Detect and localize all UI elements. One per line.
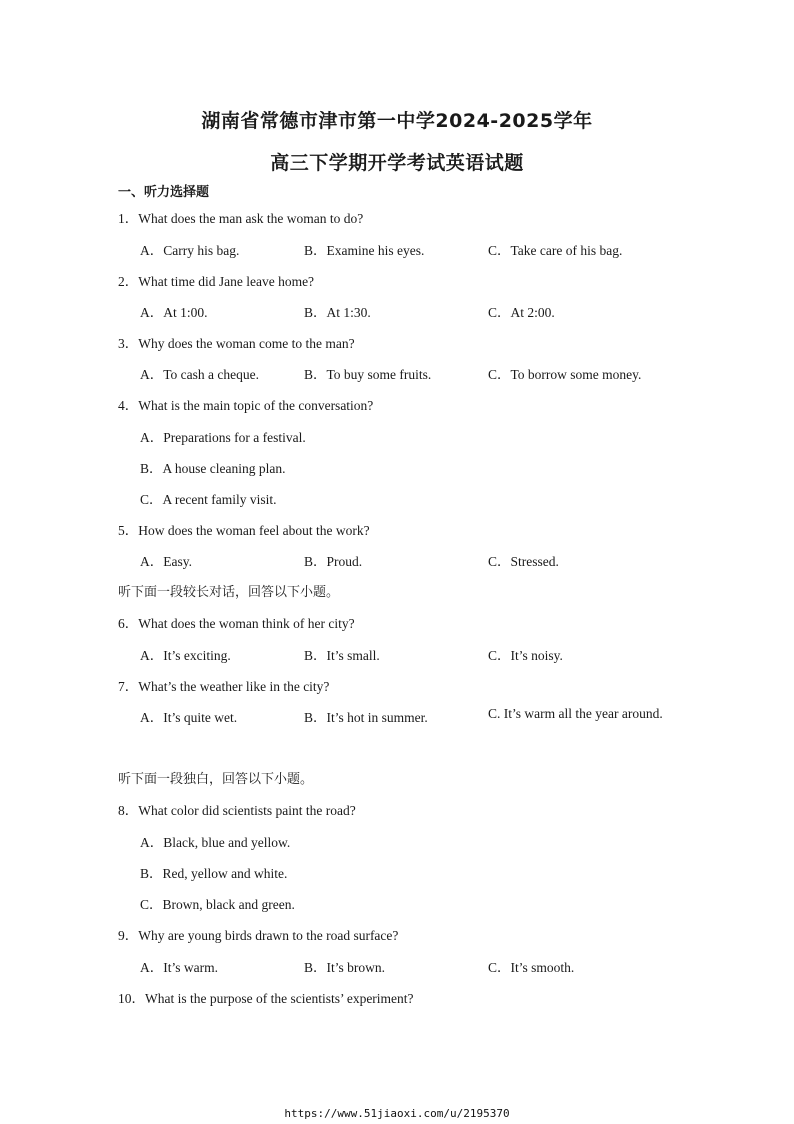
question-3: 3．Why does the woman come to the man? (118, 336, 355, 351)
q8-option-c: C．Brown, black and green. (140, 897, 295, 912)
question-10: 10．What is the purpose of the scientists’ experiment? (118, 991, 414, 1006)
question-2: 2．What time did Jane leave home? (118, 274, 315, 289)
question-5: 5．How does the woman feel about the work? (118, 523, 370, 538)
question-1: 1．What does the man ask the woman to do? (118, 211, 364, 226)
q4-option-c: C．A recent family visit. (140, 492, 277, 507)
q1-option-c: C．Take care of his bag. (488, 243, 623, 258)
question-7: 7．What’s the weather like in the city? (118, 679, 330, 694)
q9-option-c: C．It’s smooth. (488, 960, 575, 975)
question-4: 4．What is the main topic of the conversation? (118, 398, 374, 413)
q9-option-a: A．It’s warm. (140, 960, 218, 975)
question-6: 6．What does the woman think of her city? (118, 616, 355, 631)
q5-option-b: B．Proud. (304, 554, 363, 569)
q7-option-c: C. It’s warm all the year around. (488, 706, 663, 721)
instruction-long-dialogue: 听下面一段较长对话，回答以下小题。 (118, 585, 340, 600)
q6-option-c: C．It’s noisy. (488, 648, 563, 663)
q8-option-a: A．Black, blue and yellow. (140, 835, 291, 850)
footer-url[interactable]: https://www.51jiaoxi.com/u/2195370 (284, 1107, 510, 1120)
q9-option-b: B．It’s brown. (304, 960, 385, 975)
q1-option-b: B．Examine his eyes. (304, 243, 425, 258)
q2-option-a: A．At 1:00. (140, 305, 208, 320)
q4-option-a: A．Preparations for a festival. (140, 430, 306, 445)
q3-option-a: A．To cash a cheque. (140, 367, 260, 382)
q3-option-b: B．To buy some fruits. (304, 367, 432, 382)
q6-option-b: B．It’s small. (304, 648, 380, 663)
q4-option-b: B．A house cleaning plan. (140, 461, 286, 476)
q3-option-c: C．To borrow some money. (488, 367, 642, 382)
q8-option-b: B．Red, yellow and white. (140, 866, 288, 881)
q2-option-c: C．At 2:00. (488, 305, 555, 320)
q7-option-b: B．It’s hot in summer. (304, 710, 428, 725)
instruction-monologue: 听下面一段独白，回答以下小题。 (118, 772, 314, 787)
question-9: 9．Why are young birds drawn to the road surface? (118, 928, 399, 943)
section-heading: 一、听力选择题 (118, 185, 210, 200)
q6-option-a: A．It’s exciting. (140, 648, 231, 663)
q5-option-a: A．Easy. (140, 554, 192, 569)
q5-option-c: C．Stressed. (488, 554, 559, 569)
q2-option-b: B．At 1:30. (304, 305, 371, 320)
q1-option-a: A．Carry his bag. (140, 243, 240, 258)
page-title-line2: 高三下学期开学考试英语试题 (270, 152, 524, 174)
question-8: 8．What color did scientists paint the road? (118, 803, 356, 818)
page-title-line1: 湖南省常德市津市第一中学2024-2025学年 (201, 110, 593, 132)
q7-option-a: A．It’s quite wet. (140, 710, 238, 725)
